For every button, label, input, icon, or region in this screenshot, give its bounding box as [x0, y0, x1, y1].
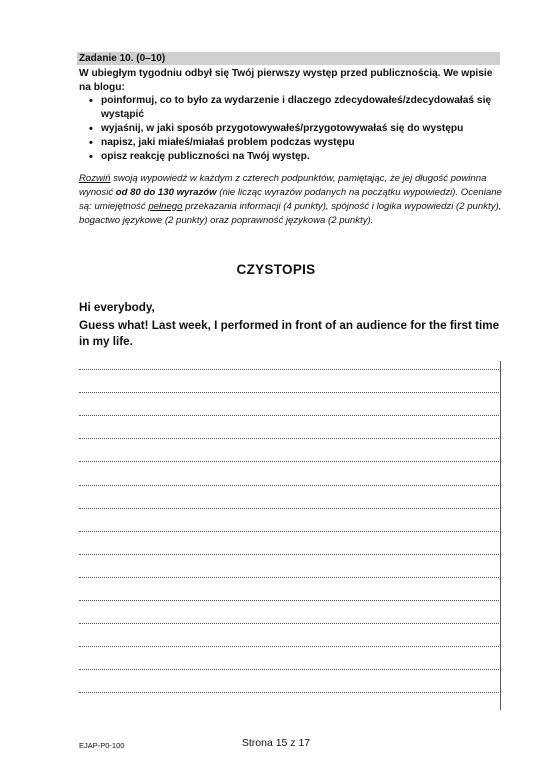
letter-opening	[79, 300, 509, 351]
answer-line[interactable]	[79, 691, 499, 693]
answer-line[interactable]	[79, 484, 499, 486]
answer-line[interactable]	[79, 437, 499, 439]
answer-line[interactable]	[79, 622, 499, 624]
answer-line[interactable]	[79, 414, 499, 416]
letter-first-sentence: Guess what! Last week, I performed in front of an audience for the first time in my life.	[79, 318, 500, 348]
answer-line[interactable]	[79, 668, 499, 670]
task-bullet: • wyjaśnij, w jaki sposób przygotowywałeś/przygotowywałaś się do występu	[86, 122, 496, 136]
word-count-requirement: od 80 do 130 wyrazów	[115, 187, 217, 198]
answer-line[interactable]	[79, 368, 499, 370]
task-bullet: • napisz, jaki miałeś/miałaś problem podczas występu	[86, 136, 496, 150]
instructions-part: swoją wypowiedź w każdym z czterech podpunktów, pamiętając, że jej długość powinna wynosić	[79, 173, 487, 198]
letter-greeting: Hi everybody,	[79, 301, 155, 314]
page-number: Strona 15 z 17	[241, 737, 311, 749]
task-header: Zadanie 10. (0–10)	[77, 52, 500, 65]
task-bullet-list	[86, 94, 496, 164]
instructions-part: (nie licząc wyrazów podanych na początku wypowiedzi). Oceniane są: umiejętność	[79, 187, 502, 212]
section-title: CZYSTOPIS	[236, 262, 316, 277]
instructions-part: Rozwiń	[79, 173, 111, 184]
answer-area-margin-line	[500, 361, 501, 710]
answer-line[interactable]	[79, 391, 499, 393]
answer-line[interactable]	[79, 507, 499, 509]
answer-line[interactable]	[79, 460, 499, 462]
task-bullet: • poinformuj, co to było za wydarzenie i dlaczego zdecydowałeś/zdecydowałaś się wystąpić	[86, 94, 496, 122]
task-bullet: • opisz reakcję publiczności na Twój występ.	[86, 150, 496, 164]
exam-code: EJAP-P0-100	[79, 741, 125, 750]
answer-line[interactable]	[79, 553, 499, 555]
answer-line[interactable]	[79, 645, 499, 647]
instructions-part: przekazania informacji (4 punkty), spójność i logika wypowiedzi (2 punkty), bogactwo językowe (2 punkty) oraz poprawność językowa (2 punkty).	[79, 201, 502, 226]
task-instructions	[79, 172, 502, 228]
task-intro: W ubiegłym tygodniu odbył się Twój pierwszy występ przed publicznością. We wpisie na blogu:	[79, 68, 493, 93]
answer-line[interactable]	[79, 599, 499, 601]
answer-line[interactable]	[79, 576, 499, 578]
instructions-part: pełnego	[148, 201, 183, 212]
answer-line[interactable]	[79, 530, 499, 532]
